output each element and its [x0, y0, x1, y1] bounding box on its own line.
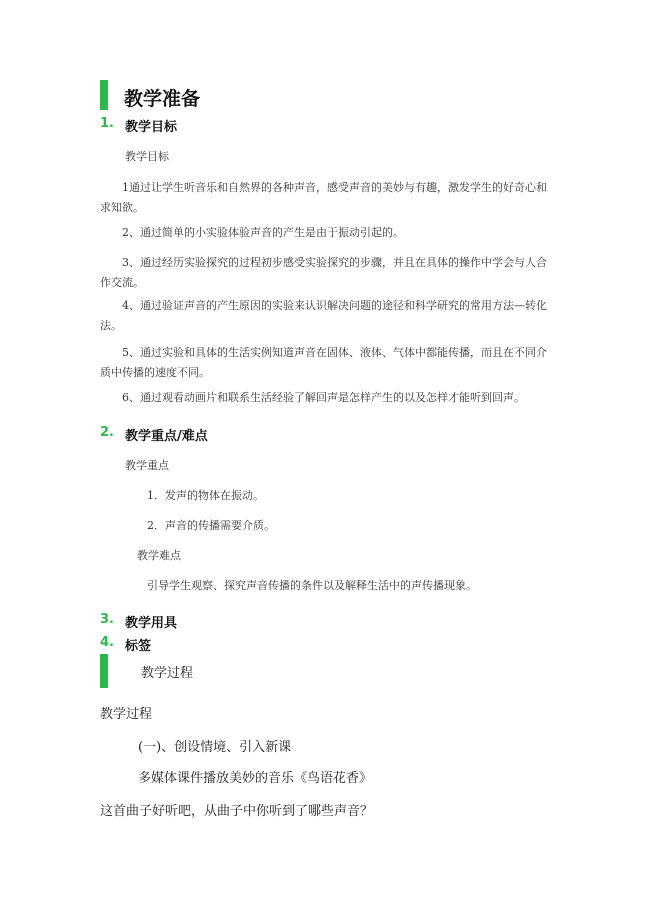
- section-title: 教学目标: [125, 120, 178, 135]
- process-step: (一)、创设情境、引入新课: [138, 740, 292, 755]
- difficulty-label: 教学难点: [137, 549, 181, 562]
- section-title: 教学用具: [125, 616, 178, 631]
- key-point-item: 2．声音的传播需要介质。: [147, 519, 275, 532]
- process-accent-bar: [100, 654, 108, 688]
- process-title: 教学过程: [100, 707, 153, 722]
- heading-accent-bar: [100, 80, 108, 110]
- process-step-text: 多媒体课件播放美妙的音乐《鸟语花香》: [138, 771, 373, 786]
- goals-label: 教学目标: [125, 150, 169, 163]
- goal-item: 5、通过实验和具体的生活实例知道声音在固体、液体、气体中都能传播，而且在不同介质中传播的速度不同。: [100, 346, 547, 379]
- goal-item: 6、通过观看动画片和联系生活经验了解回声是怎样产生的以及怎样才能听到回声。: [122, 391, 525, 404]
- section-number: 4.: [100, 635, 114, 650]
- section-number: 1.: [100, 116, 114, 131]
- key-point-item: 1．发声的物体在振动。: [147, 489, 264, 502]
- difficulty-text: 引导学生观察、探究声音传播的条件以及解释生活中的声传播现象。: [147, 579, 477, 592]
- section-title: 教学重点/难点: [125, 429, 208, 444]
- key-points-label: 教学重点: [125, 459, 169, 472]
- section-number: 2.: [100, 425, 114, 440]
- page-heading: 教学准备: [124, 88, 201, 110]
- goal-item: 1通过让学生听音乐和自然界的各种声音，感受声音的美妙与有趣，激发学生的好奇心和求知欲。: [100, 181, 547, 214]
- process-box-title: 教学过程: [141, 666, 194, 681]
- goal-item: 4、通过验证声音的产生原因的实验来认识解决问题的途径和科学研究的常用方法—转化法。: [100, 299, 547, 332]
- process-question: 这首曲子好听吧，从曲子中你听到了哪些声音？: [100, 804, 374, 819]
- section-title: 标签: [125, 639, 152, 654]
- goal-item: 2、通过简单的小实验体验声音的产生是由于振动引起的。: [122, 226, 404, 239]
- section-number: 3.: [100, 612, 114, 627]
- goal-item: 3、通过经历实验探究的过程初步感受实验探究的步骤，并且在具体的操作中学会与人合作交流。: [100, 256, 547, 289]
